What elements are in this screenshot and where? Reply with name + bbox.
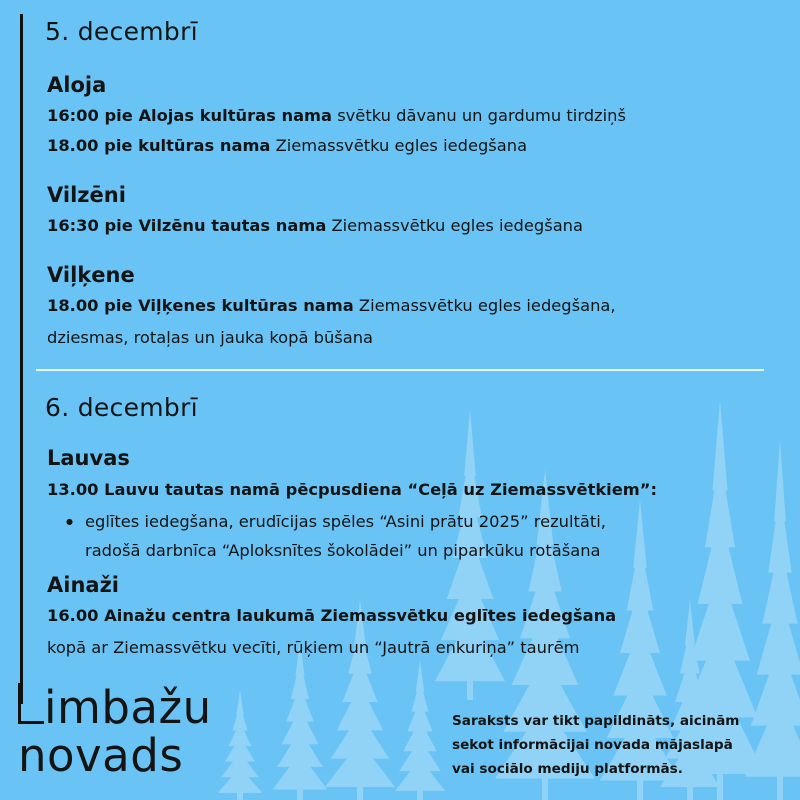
event-line bbox=[47, 296, 616, 315]
day2-date: 6. decembrī bbox=[45, 393, 198, 422]
logo-wordmark-line1 bbox=[18, 681, 212, 734]
fir-tree-icon bbox=[273, 640, 328, 800]
event-line bbox=[47, 606, 616, 625]
fir-tree-icon bbox=[218, 690, 263, 800]
note-line: vai sociālo mediju platformās. bbox=[452, 761, 683, 777]
place-lauvas: Lauvas bbox=[47, 446, 130, 470]
event-time-place: 13.00 Lauvu tautas namā pēcpusdiena “Ceļā uz Ziemassvētkiem”: bbox=[47, 480, 657, 499]
event-time-place: 16:30 pie Vilzēnu tautas nama bbox=[47, 216, 327, 235]
bullet-line: radošā darbnīca “Aploksnītes šokolādei” un piparkūku rotāšana bbox=[85, 541, 601, 560]
event-line bbox=[47, 638, 580, 657]
event-time-place: 18.00 pie kultūras nama bbox=[47, 136, 271, 155]
place-vilzeni: Vilzēni bbox=[47, 183, 126, 207]
event-time-place: 16:00 pie Alojas kultūras nama bbox=[47, 106, 333, 125]
event-description: svētku dāvanu un gardumu tirdziņš bbox=[332, 106, 626, 125]
logo-l-stroke bbox=[18, 683, 21, 723]
event-time-place: 18.00 pie Viļķenes kultūras nama bbox=[47, 296, 354, 315]
event-line bbox=[47, 136, 527, 155]
event-description: Ziemassvētku egles iedegšana bbox=[270, 136, 528, 155]
logo-wordmark-line2: novads bbox=[18, 729, 184, 782]
place-aloja: Aloja bbox=[47, 73, 107, 97]
event-line bbox=[47, 106, 626, 125]
event-line bbox=[47, 216, 583, 235]
logo-line1-text: imbažu bbox=[44, 681, 212, 734]
note-line: Saraksts var tikt papildināts, aicinām bbox=[452, 713, 740, 729]
place-ainazi: Ainaži bbox=[47, 573, 119, 597]
place-vilkene: Viļķene bbox=[47, 263, 135, 287]
event-description: Ziemassvētku egles iedegšana bbox=[326, 216, 583, 235]
section-divider bbox=[36, 369, 764, 371]
event-description: Ziemassvētku egles iedegšana, bbox=[353, 296, 616, 315]
day1-date: 5. decembrī bbox=[45, 17, 198, 46]
bullet-line: eglītes iedegšana, erudīcijas spēles “Asini prātu 2025” rezultāti, bbox=[85, 512, 606, 531]
event-description: kopā ar Ziemassvētku vecīti, rūķiem un “Jautrā enkuriņa” taurēm bbox=[47, 638, 580, 657]
bullet-dot-icon: ● bbox=[66, 517, 73, 526]
logo-l-letter bbox=[18, 687, 44, 727]
event-line bbox=[47, 328, 373, 347]
event-line bbox=[47, 480, 657, 499]
event-description: dziesmas, rotaļas un jauka kopā būšana bbox=[47, 328, 374, 347]
fir-tree-icon bbox=[745, 440, 800, 800]
fir-tree-icon bbox=[325, 600, 395, 800]
logo-l-base bbox=[18, 721, 44, 724]
event-time-place: 16.00 Ainažu centra laukumā Ziemassvētku eglītes iedegšana bbox=[47, 606, 617, 625]
vertical-accent-line bbox=[20, 14, 23, 704]
note-line: sekot informācijai novada mājaslapā bbox=[452, 737, 733, 753]
